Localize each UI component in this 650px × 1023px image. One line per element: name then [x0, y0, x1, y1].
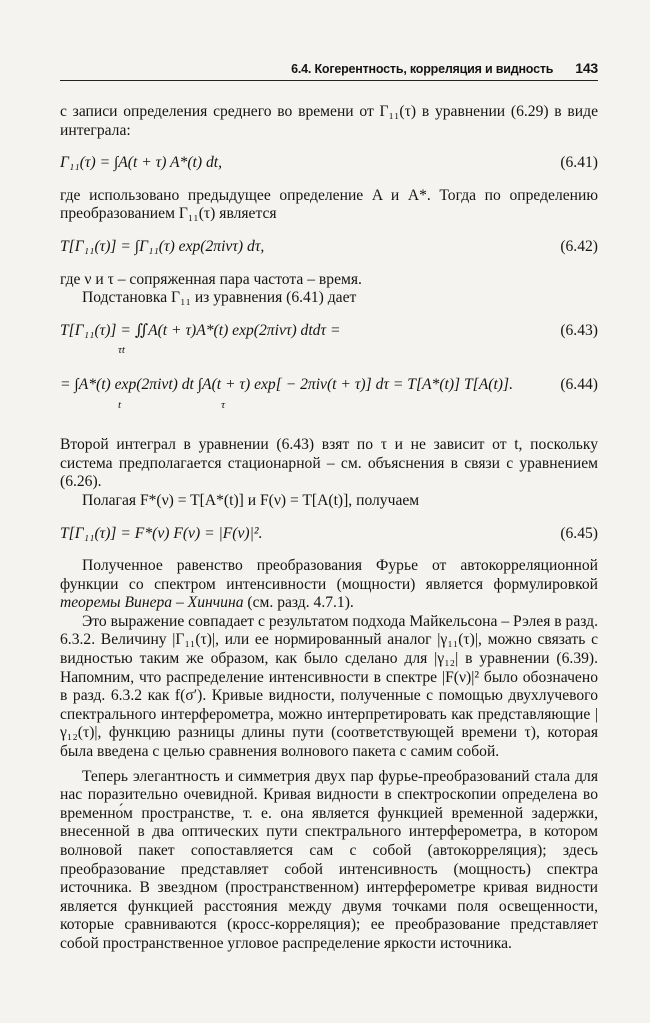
- equation-6-45-body: T[Γ₁₁(τ)] = F*(ν) F(ν) = |F(ν)|².: [60, 524, 263, 542]
- paragraph-2: где использовано предыдущее определение A и A*. Тогда по определению преобразованием Γ₁₁(τ) является: [60, 186, 598, 223]
- equation-6-42: [60, 238, 598, 257]
- equation-6-44-number: (6.44): [560, 375, 598, 393]
- paragraph-4: Подстановка Γ₁₁ из уравнения (6.41) дает: [82, 289, 357, 307]
- paragraph-3: где ν и τ – сопряженная пара частота – время.: [60, 270, 362, 288]
- equation-6-42-body: T[Γ₁₁(τ)] = ∫Γ₁₁(τ) exp(2πiντ) dτ,: [60, 237, 265, 255]
- equation-6-42-number: (6.42): [560, 237, 598, 255]
- running-header: [60, 60, 598, 81]
- paragraph-7: [60, 557, 598, 613]
- paragraph-7-tail: (см. разд. 4.7.1).: [243, 594, 354, 612]
- paragraph-8: Это выражение совпадает с результатом подхода Майкельсона – Рэлея в разд. 6.3.2. Величину |Γ₁₁(τ)|, или ее нормированный аналог |γ₁₁(τ)|, можно связать с видностью таким же образом, как было сделано для |γ₁₂| в уравнении (6.39). Напомним, что распределение интенсивности в спектре |F(ν)|² было обозначено в разд. 6.3.2 как f(σ′). Кривые видности, полученные с помощью двухлучевого спектрального интерферометра, можно интерпретировать как представляющие |γ₁₂(τ)|, функцию разницы длины пути (соответствующей времени τ), которая была введена с целью сравнения волнового пакета с самим собой.: [60, 612, 598, 761]
- page-body: [60, 103, 598, 954]
- equation-6-44-limit-tau: τ: [221, 398, 225, 411]
- wiener-khinchin-theorem: теоремы Винера – Хинчина: [60, 594, 244, 612]
- paragraph-1: с записи определения среднего во времени от Γ₁₁(τ) в уравнении (6.29) в виде интеграла:: [60, 103, 598, 139]
- paragraph-9: Теперь элегантность и симметрия двух пар фурье-преобразований стала для нас поразительно очевидной. Кривая видности в спектроскопии определена во временно́м пространстве, т. е. она является функцией временной задержки, внесенной в два оптических пути спектрального интерферометра, в котором волновой пакет сопоставляется сам с собой (автокорреляция); здесь преобразование представляет собой интенсивность (мощность) спектра источника. В звездном (пространственном) интерферометре кривая видности является функцией расстояния между двумя точками поля освещенности, которые сравниваются (кросс-корреляция); ее преобразование представляет собой пространственное угловое распределение яркости источника.: [60, 767, 598, 952]
- equation-6-45-number: (6.45): [560, 524, 598, 542]
- equation-6-43-body: T[Γ₁₁(τ)] = ∬A(t + τ)A*(t) exp(2πiντ) dtdτ =: [60, 321, 341, 339]
- paragraph-6: Полагая F*(ν) = T[A*(t)] и F(ν) = T[A(t)], получаем: [82, 491, 420, 509]
- equation-6-44: [60, 376, 598, 414]
- equation-6-44-body: = ∫A*(t) exp(2πiνt) dt ∫A(t + τ) exp[ − 2πiν(t + τ)] dτ = T[A*(t)] T[A(t)].: [60, 375, 513, 393]
- equation-6-41-body: Γ₁₁(τ) = ∫A(t + τ) A*(t) dt,: [60, 154, 222, 172]
- paragraph-5: Второй интеграл в уравнении (6.43) взят по τ и не зависит от t, поскольку система предполагается стационарной – см. объяснения в связи с уравнением (6.26).: [60, 436, 598, 491]
- equation-6-45: [60, 525, 598, 544]
- equation-6-43: [60, 322, 598, 360]
- equation-6-44-limit-t: t: [118, 398, 122, 411]
- equation-6-43-limits: τt: [118, 344, 125, 357]
- equation-6-44-limits: [60, 396, 513, 415]
- page-number: 143: [575, 60, 598, 76]
- equation-6-41: [60, 154, 598, 173]
- section-title: 6.4. Когерентность, корреляция и видность: [291, 62, 554, 76]
- equation-6-41-number: (6.41): [560, 154, 598, 172]
- equation-6-43-number: (6.43): [560, 321, 598, 339]
- paragraph-7-lead: Полученное равенство преобразования Фурье от автокорреляционной функции со спектром интенсивности (мощности) является формулировкой: [60, 557, 598, 593]
